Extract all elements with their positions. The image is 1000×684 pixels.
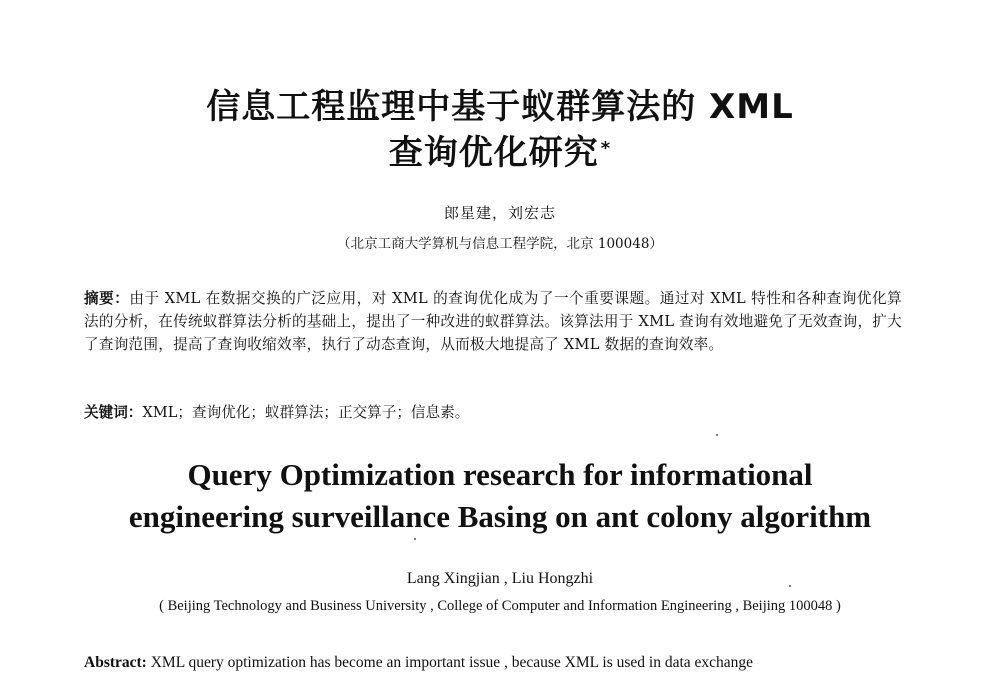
english-title-line-2: engineering surveillance Basing on ant colony algorithm bbox=[128, 499, 872, 534]
chinese-title-line-1 bbox=[0, 84, 1000, 130]
english-abstract bbox=[84, 651, 902, 675]
scan-speck bbox=[789, 585, 791, 587]
chinese-keywords-text: XML；查询优化；蚁群算法；正交算子；信息素。 bbox=[142, 404, 470, 421]
footnote-mark: * bbox=[600, 138, 612, 159]
english-abstract-label: Abstract: bbox=[84, 654, 147, 671]
english-affiliation: ( Beijing Technology and Business University , College of Computer and Information Engineering , Beijing 100048 ) bbox=[159, 598, 841, 614]
chinese-title-line-1-text: 信息工程监理中基于蚁群算法的 XML bbox=[206, 87, 794, 127]
chinese-title-line-2-text: 查询优化研究 bbox=[388, 133, 599, 173]
chinese-affiliation: （北京工商大学算机与信息工程学院，北京 100048） bbox=[337, 236, 663, 252]
scan-speck bbox=[414, 538, 416, 540]
chinese-title-line-2 bbox=[0, 130, 1000, 176]
english-abstract-text: XML query optimization has become an important issue , because XML is used in data exchange bbox=[150, 654, 754, 671]
chinese-authors: 郎星建，刘宏志 bbox=[443, 204, 556, 222]
chinese-abstract bbox=[84, 287, 902, 356]
english-authors: Lang Xingjian , Liu Hongzhi bbox=[406, 570, 594, 587]
scan-speck bbox=[716, 434, 718, 436]
chinese-abstract-label: 摘要： bbox=[84, 290, 130, 307]
chinese-keywords-label: 关键词： bbox=[84, 404, 143, 421]
chinese-keywords bbox=[84, 401, 902, 424]
english-title-line-1: Query Optimization research for informational bbox=[187, 457, 813, 492]
chinese-abstract-text: 由于 XML 在数据交换的广泛应用，对 XML 的查询优化成为了一个重要课题。通过对 XML 特性和各种查询优化算法的分析，在传统蚁群算法分析的基础上，提出了一种改进的蚁群算法。该算法用于 XML 查询有效地避免了无效查询，扩大了查询范围，提高了查询收缩效率，执行了动态查询，从而极大地提高了 XML 数据的查询效率。 bbox=[84, 290, 902, 353]
